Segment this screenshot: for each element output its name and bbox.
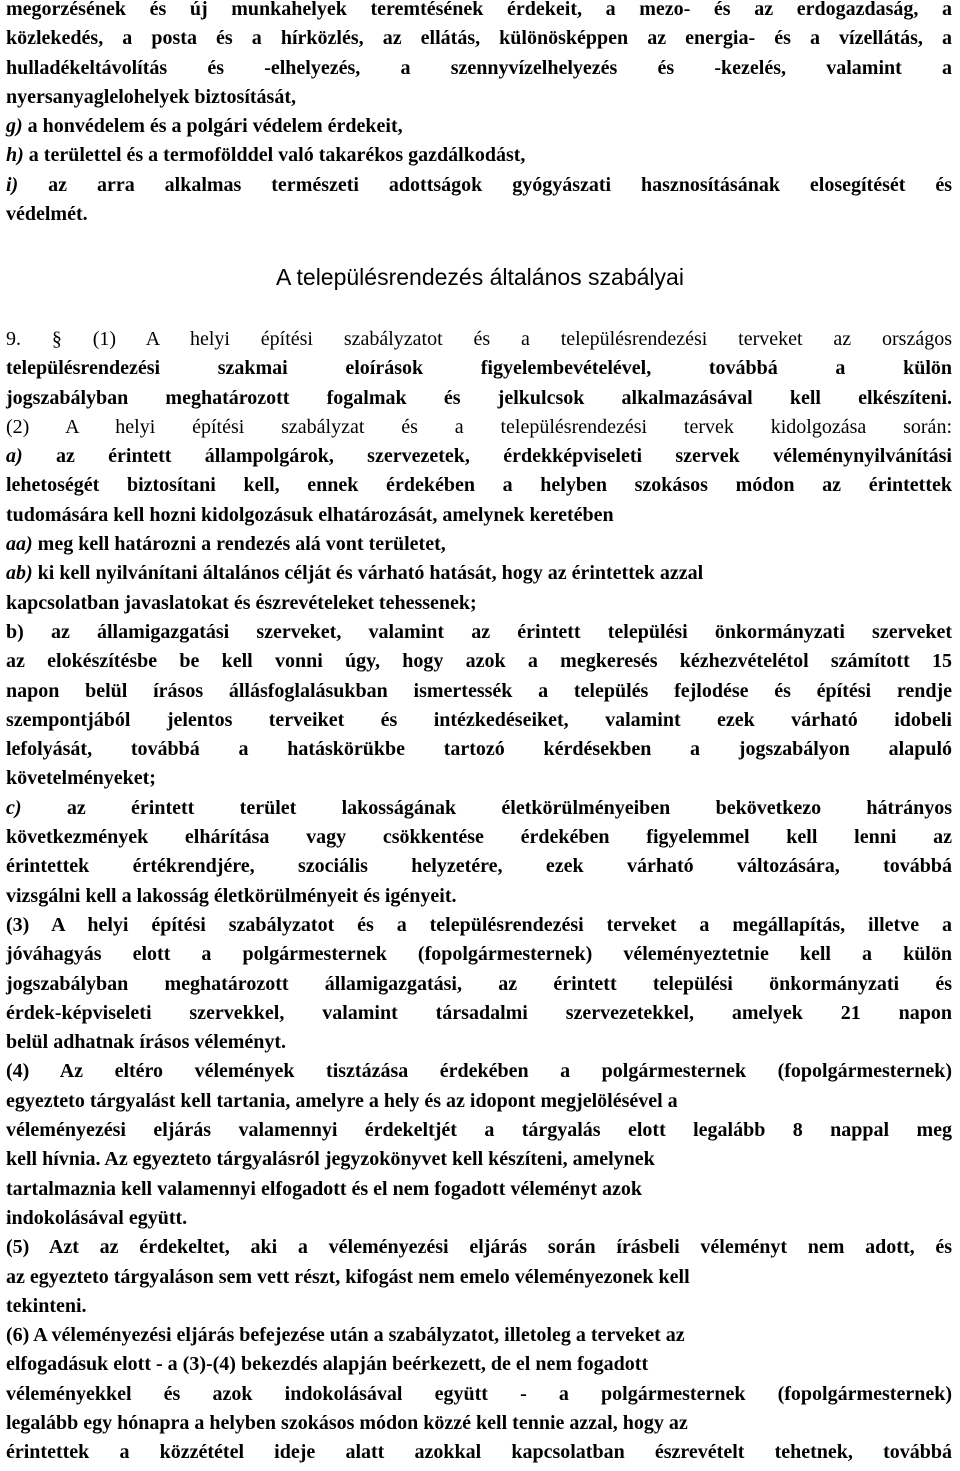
paragraph-1-line: településrendezési szakmai eloírások figyelembevételével, továbbá a külön bbox=[6, 357, 952, 380]
intro-text bbox=[6, 0, 952, 229]
paragraph-5-line: az egyezteto tárgyaláson sem vett részt, kifogást nem emelo véleményezonek kell bbox=[6, 1265, 690, 1288]
paragraph-4-line: tartalmaznia kell valamennyi elfogadott és el nem fogadott véleményt azok bbox=[6, 1177, 643, 1200]
list-item-i bbox=[6, 171, 952, 200]
text-line: védelmét. bbox=[6, 203, 88, 226]
paragraph-2-line bbox=[6, 413, 952, 442]
paragraph-3-line: belül adhatnak írásos véleményt. bbox=[6, 1031, 287, 1054]
list-item-c bbox=[6, 794, 952, 823]
section-number: 9. § bbox=[6, 328, 62, 350]
paragraph-6-line: (6) A véleményezési eljárás befejezése után a szabályzatot, illetoleg a terveket az bbox=[6, 1324, 685, 1347]
paragraph-2-line: érintettek értékrendjére, szociális helyzetére, ezek várható változására, továbbá bbox=[6, 855, 952, 878]
item-marker: a) bbox=[6, 445, 23, 468]
item-marker: h) bbox=[6, 144, 24, 167]
paragraph-1-line: jogszabályban meghatározott fogalmak és jelkulcsok alkalmazásával kell elkészíteni. bbox=[6, 386, 952, 409]
paragraph-2-line: következmények elhárítása vagy csökkentése érdekében figyelemmel kell lenni az bbox=[6, 826, 952, 849]
list-item-aa bbox=[6, 530, 952, 559]
line-text: A helyi építési szabályzatot és a településrendezési terveket az országos bbox=[145, 328, 952, 350]
paragraph-2-line: szempontjából jelentos terveiket és intézkedéseiket, valamint ezek várható idobeli bbox=[6, 708, 952, 731]
paragraph-6-line: elfogadásuk elott - a (3)-(4) bekezdés alapján beérkezett, de el nem fogadott bbox=[6, 1353, 649, 1376]
paragraph-number: (2) bbox=[6, 415, 30, 438]
paragraph-number: (1) bbox=[92, 328, 117, 350]
list-item-b: b) az államigazgatási szerveket, valamint az érintett települési önkormányzati szerveket bbox=[6, 620, 952, 643]
paragraph-6-line: véleményekkel és azok indokolásával együtt - a polgármesternek (fopolgármesternek) bbox=[6, 1382, 952, 1405]
item-marker: ab) bbox=[6, 562, 33, 585]
paragraph-2-line: vizsgálni kell a lakosság életkörülményeit és igényeit. bbox=[6, 884, 457, 907]
item-text: a honvédelem és a polgári védelem érdekeit, bbox=[27, 115, 403, 138]
list-item-h bbox=[6, 141, 952, 170]
list-item-a bbox=[6, 442, 952, 471]
paragraph-2-line: az elokészítésbe be kell vonni úgy, hogy azok a megkeresés kézhezvételétol számított 15 bbox=[6, 650, 952, 673]
paragraph-2-line: lefolyását, továbbá a hatáskörükbe tartozó kérdésekben a jogszabályon alapuló bbox=[6, 738, 952, 761]
line-text: A helyi építési szabályzat és a településrendezési tervek kidolgozása során: bbox=[65, 415, 952, 438]
item-text: a területtel és a termofölddel való takarékos gazdálkodást, bbox=[28, 144, 526, 167]
text-line: hulladékeltávolítás és -elhelyezés, a szennyvízelhelyezés és -kezelés, valamint a bbox=[6, 56, 952, 79]
item-text: ki kell nyilvánítani általános célját és várható hatását, hogy az érintettek azzal bbox=[37, 562, 704, 585]
item-marker: g) bbox=[6, 115, 23, 138]
item-text: az érintett terület lakosságának életkörülményeiben bekövetkezo hátrányos bbox=[66, 796, 952, 819]
section-9 bbox=[6, 325, 952, 1468]
paragraph-3-line: (3) A helyi építési szabályzatot és a településrendezési terveket a megállapítás, illetve a bbox=[6, 913, 952, 936]
paragraph-3-line: jóváhagyás elott a polgármesternek (fopolgármesternek) véleményeztetnie kell a külön bbox=[6, 943, 952, 966]
list-item-ab bbox=[6, 559, 952, 588]
text-line: nyersanyaglelohelyek biztosítását, bbox=[6, 85, 296, 108]
paragraph-2-line: kapcsolatban javaslatokat és észrevételeket tehessenek; bbox=[6, 591, 477, 614]
paragraph-5-line: (5) Azt az érdekeltet, aki a véleményezési eljárás során írásbeli véleményt nem adott, és bbox=[6, 1236, 952, 1259]
paragraph-4-line: véleményezési eljárás valamennyi érdekeltjét a tárgyalás elott legalább 8 nappal meg bbox=[6, 1119, 952, 1142]
item-marker: aa) bbox=[6, 533, 33, 556]
paragraph-3-line: jogszabályban meghatározott államigazgatási, az érintett települési önkormányzati és bbox=[6, 972, 952, 995]
text-line: megorzésének és új munkahelyek teremtésének érdekeit, a mezo- és az erdogazdaság, a bbox=[6, 0, 952, 20]
paragraph-3-line: érdek-képviseleti szervekkel, valamint társadalmi szervezetekkel, amelyek 21 napon bbox=[6, 1001, 952, 1024]
paragraph-4-line: indokolásával együtt. bbox=[6, 1206, 188, 1229]
paragraph-6-line: érintettek a közzététel ideje alatt azokkal kapcsolatban észrevételt tehetnek, továbbá bbox=[6, 1441, 952, 1464]
paragraph-2-line: tudomására kell hozni kidolgozásuk elhatározását, amelynek keretében bbox=[6, 503, 614, 526]
paragraph-4-line: egyezteto tárgyalást kell tartania, amelyre a hely és az idopont megjelölésével a bbox=[6, 1089, 678, 1112]
section-heading: A településrendezés általános szabályai bbox=[276, 264, 684, 290]
paragraph-2-line: követelményeket; bbox=[6, 767, 156, 790]
paragraph-1-line bbox=[6, 325, 952, 354]
item-marker: c) bbox=[6, 796, 22, 819]
item-text: az arra alkalmas természeti adottságok gyógyászati hasznosításának elosegítését és bbox=[48, 173, 952, 196]
paragraph-6-line: legalább egy hónapra a helyben szokásos módon közzé kell tennie azzal, hogy az bbox=[6, 1411, 688, 1434]
paragraph-4-line: (4) Az eltéro vélemények tisztázása érdekében a polgármesternek (fopolgármesternek) bbox=[6, 1060, 952, 1083]
paragraph-5-line: tekinteni. bbox=[6, 1294, 87, 1317]
item-marker: i) bbox=[6, 173, 19, 196]
text-line: közlekedés, a posta és a hírközlés, az ellátás, különösképpen az energia- és a vízellátás, a bbox=[6, 27, 952, 50]
paragraph-4-line: kell hívnia. Az egyezteto tárgyalásról jegyzokönyvet kell készíteni, amelynek bbox=[6, 1148, 655, 1171]
paragraph-2-line: napon belül írásos állásfoglalásukban ismertessék a település fejlodése és építési rendje bbox=[6, 679, 952, 702]
item-text: meg kell határozni a rendezés alá vont területet, bbox=[37, 533, 446, 556]
paragraph-2-line: lehetoségét biztosítani kell, ennek érdekében a helyben szokásos módon az érintettek bbox=[6, 474, 952, 497]
list-item-g bbox=[6, 112, 952, 141]
item-text: az érintett állampolgárok, szervezetek, érdekképviseleti szervek véleménynyilvánítási bbox=[55, 445, 952, 468]
